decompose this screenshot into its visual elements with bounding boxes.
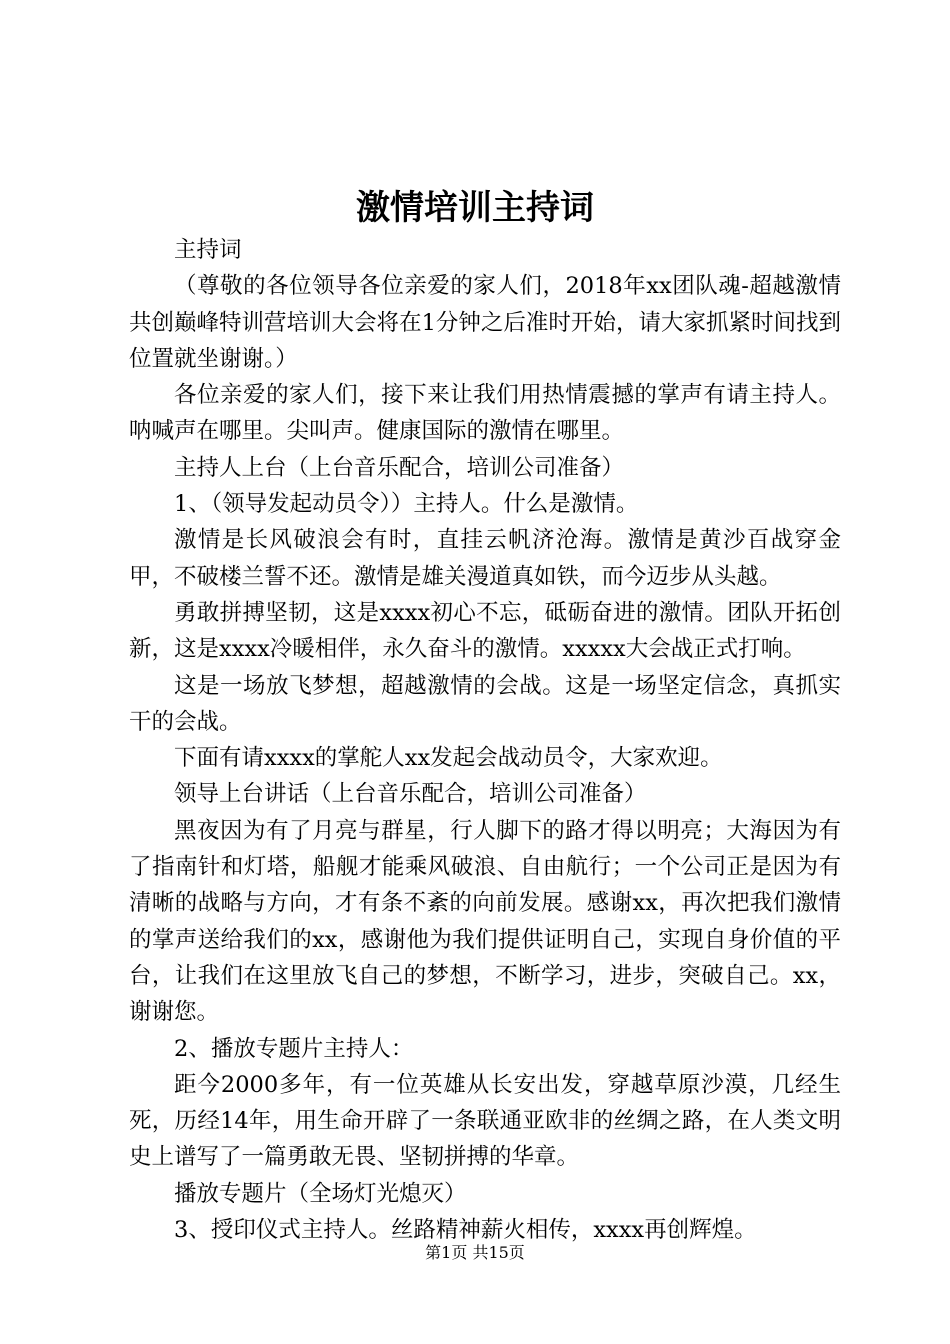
paragraph: 激情是长风破浪会有时，直挂云帆济沧海。激情是黄沙百战穿金甲，不破楼兰誓不还。激情是雄关漫道真如铁，而今迈步从头越。 [129,527,841,590]
document-body [129,232,841,1248]
paragraph: 主持人上台（上台音乐配合，培训公司准备） [174,454,625,481]
paragraph: 3、授印仪式主持人。丝路精神薪火相传，xxxx再创辉煌。 [174,1217,757,1244]
paragraph: 主持词 [174,237,242,263]
paragraph: 2、播放专题片主持人： [174,1035,414,1062]
paragraph: 各位亲爱的家人们，接下来让我们用热情震撼的掌声有请主持人。呐喊声在哪里。尖叫声。健康国际的激情在哪里。 [129,382,841,445]
page-title: 激情培训主持词 [356,188,594,228]
paragraph: 领导上台讲话（上台音乐配合，培训公司准备） [174,781,647,808]
paragraph: 勇敢拼搏坚韧，这是xxxx初心不忘，砥砺奋进的激情。团队开拓创新，这是xxxx冷暖相伴，永久奋斗的激情。xxxxx大会战正式打响。 [129,599,841,663]
paragraph: （尊敬的各位领导各位亲爱的家人们，2018年xx团队魂-超越激情共创巅峰特训营培训大会将在1分钟之后准时开始，请大家抓紧时间找到位置就坐谢谢。） [129,273,841,372]
paragraph: 这是一场放飞梦想，超越激情的会战。这是一场坚定信念，真抓实干的会战。 [129,672,841,735]
paragraph: 下面有请xxxx的掌舵人xx发起会战动员令，大家欢迎。 [174,745,723,772]
paragraph: 黑夜因为有了月亮与群星，行人脚下的路才得以明亮；大海因为有了指南针和灯塔，船舰才能乘风破浪、自由航行；一个公司正是因为有清晰的战略与方向，才有条不紊的向前发展。感谢xx，再次把我们激情的掌声送给我们的xx，感谢他为我们提供证明自己，实现自身价值的平台，让我们在这里放飞自己的梦想，不断学习，进步，突破自己。xx，谢谢您。 [129,817,841,1026]
page-footer: 第1页 共15页 [425,1243,525,1262]
paragraph: 播放专题片（全场灯光熄灭） [174,1180,467,1207]
paragraph: 距今2000多年，有一位英雄从长安出发，穿越草原沙漠，几经生死，历经14年，用生命开辟了一条联通亚欧非的丝绸之路，在人类文明史上谱写了一篇勇敢无畏、坚韧拼搏的华章。 [129,1071,841,1171]
paragraph: 1、（领导发起动员令））主持人。什么是激情。 [174,491,639,518]
